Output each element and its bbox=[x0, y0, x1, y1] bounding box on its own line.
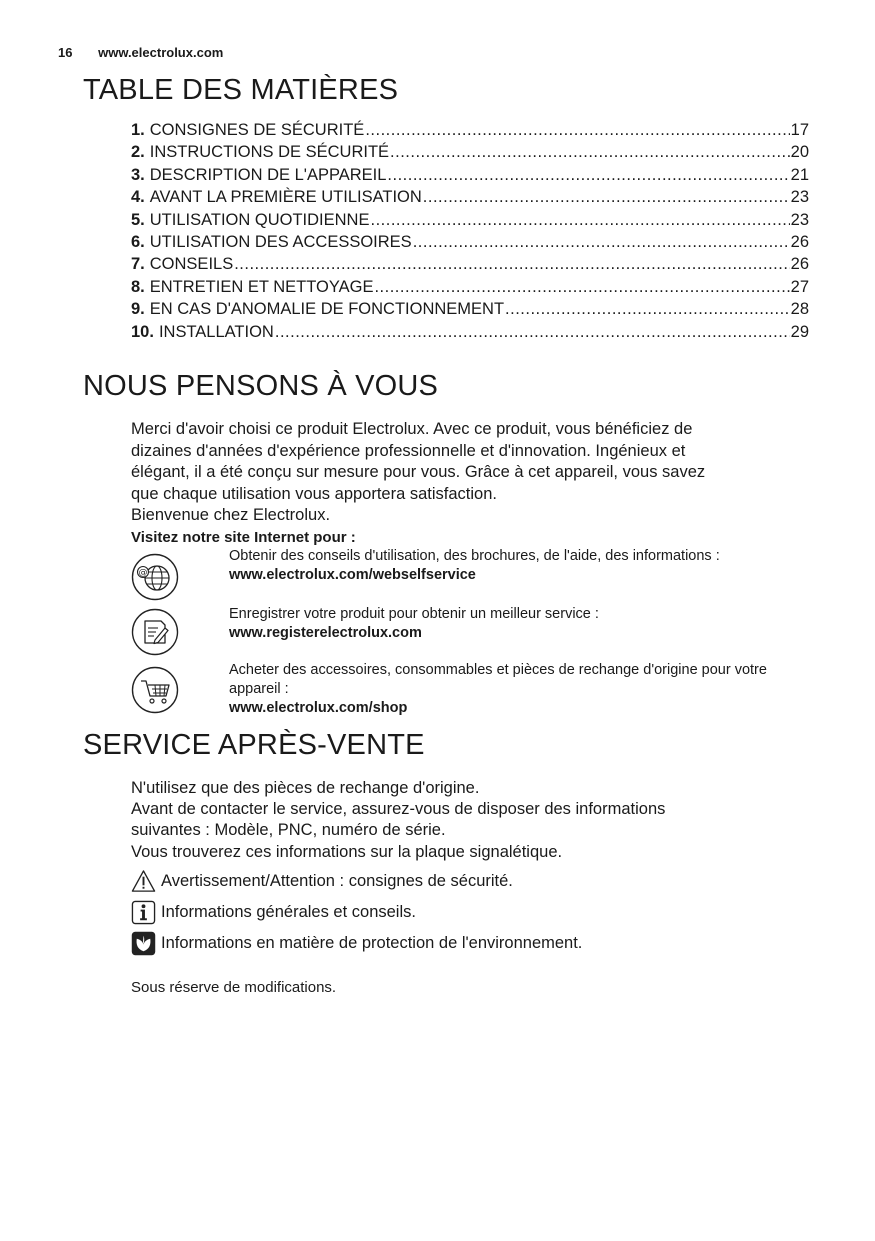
intro-line: dizaines d'années d'expérience professionnelle et d'innovation. Ingénieux et bbox=[131, 441, 686, 460]
info-icon bbox=[131, 900, 156, 925]
link-webselfservice bbox=[131, 547, 821, 603]
intro-line: Bienvenue chez Electrolux. bbox=[131, 506, 331, 525]
legend-info bbox=[131, 897, 582, 928]
warning-icon bbox=[131, 869, 156, 894]
toc-item[interactable]: 4. AVANT LA PREMIÈRE UTILISATION ..... 23 bbox=[131, 188, 809, 210]
toc-item[interactable]: 8. ENTRETIEN ET NETTOYAGE ..... 27 bbox=[131, 278, 809, 300]
symbol-legend bbox=[131, 866, 582, 959]
link-url[interactable]: www.electrolux.com/webselfservice bbox=[229, 567, 476, 583]
globe-at-icon bbox=[131, 553, 179, 601]
toc-item[interactable]: 1. CONSIGNES DE SÉCURITÉ ..... 17 bbox=[131, 121, 809, 143]
link-url[interactable]: www.electrolux.com/shop bbox=[229, 700, 408, 716]
link-description: Acheter des accessoires, consommables et pièces de rechange d'origine pour votre appareil : bbox=[229, 662, 767, 697]
toc-page: 28 bbox=[790, 300, 809, 319]
toc-item[interactable]: 2. INSTRUCTIONS DE SÉCURITÉ ..... 20 bbox=[131, 143, 809, 165]
toc-label: CONSIGNES DE SÉCURITÉ bbox=[149, 121, 365, 139]
intro-line: élégant, il a été conçu sur mesure pour vous. Grâce à cet appareil, vous savez bbox=[131, 463, 706, 482]
intro-line: Merci d'avoir choisi ce produit Electrolux. Avec ce produit, vous bénéficiez de bbox=[131, 420, 693, 438]
intro-text bbox=[131, 419, 811, 549]
link-shop bbox=[131, 661, 821, 725]
svg-text:@: @ bbox=[138, 568, 148, 578]
legend-environment bbox=[131, 928, 582, 959]
toc-page: 23 bbox=[790, 210, 809, 229]
thinking-title: NOUS PENSONS À VOUS bbox=[83, 370, 439, 402]
shopping-cart-icon bbox=[131, 666, 179, 714]
toc-label: CONSEILS bbox=[149, 255, 234, 274]
toc-item[interactable]: 7. CONSEILS ..... 26 bbox=[131, 255, 809, 277]
toc-item[interactable]: 9. EN CAS D'ANOMALIE DE FONCTIONNEMENT ..... 28 bbox=[131, 300, 809, 322]
legend-text: Avertissement/Attention : consignes de sécurité. bbox=[161, 872, 513, 890]
toc-page: 27 bbox=[790, 277, 809, 296]
service-text bbox=[131, 778, 811, 863]
toc-item[interactable]: 5. UTILISATION QUOTIDIENNE ..... 23 bbox=[131, 211, 809, 233]
service-title: SERVICE APRÈS-VENTE bbox=[83, 729, 425, 761]
toc-label: DESCRIPTION DE L'APPAREIL bbox=[149, 165, 387, 184]
toc-page: 26 bbox=[790, 255, 809, 274]
toc-label: INSTRUCTIONS DE SÉCURITÉ bbox=[149, 143, 390, 162]
link-register bbox=[131, 605, 821, 661]
environment-icon bbox=[131, 931, 156, 956]
toc-label: INSTALLATION bbox=[158, 322, 274, 341]
toc-label: EN CAS D'ANOMALIE DE FONCTIONNEMENT bbox=[149, 300, 505, 319]
visit-heading: Visitez notre site Internet pour : bbox=[131, 528, 356, 546]
toc-item[interactable]: 3. DESCRIPTION DE L'APPAREIL ..... 21 bbox=[131, 166, 809, 188]
service-line: N'utilisez que des pièces de rechange d'origine. bbox=[131, 779, 480, 797]
toc-label: ENTRETIEN ET NETTOYAGE bbox=[149, 277, 374, 296]
service-line: Vous trouverez ces informations sur la plaque signalétique. bbox=[131, 842, 563, 861]
table-of-contents bbox=[131, 121, 809, 345]
footnote: Sous réserve de modifications. bbox=[131, 979, 337, 996]
toc-label: AVANT LA PREMIÈRE UTILISATION bbox=[149, 188, 422, 207]
service-line: Avant de contacter le service, assurez-vous de disposer des informations bbox=[131, 800, 666, 819]
link-description: Enregistrer votre produit pour obtenir un meilleur service : bbox=[229, 606, 599, 622]
toc-page: 17 bbox=[790, 121, 809, 139]
toc-label: UTILISATION DES ACCESSOIRES bbox=[149, 232, 412, 251]
toc-item[interactable]: 6. UTILISATION DES ACCESSOIRES ..... 26 bbox=[131, 233, 809, 255]
toc-item[interactable]: 10. INSTALLATION ..... 29 bbox=[131, 323, 809, 345]
service-line: suivantes : Modèle, PNC, numéro de série. bbox=[131, 821, 446, 840]
link-url[interactable]: www.registerelectrolux.com bbox=[229, 625, 422, 641]
toc-page: 20 bbox=[790, 143, 809, 162]
page-number: 16 bbox=[58, 45, 73, 60]
link-description: Obtenir des conseils d'utilisation, des brochures, de l'aide, des informations : bbox=[229, 548, 720, 564]
toc-page: 26 bbox=[790, 232, 809, 251]
intro-line: que chaque utilisation vous apportera satisfaction. bbox=[131, 484, 497, 503]
toc-title: TABLE DES MATIÈRES bbox=[83, 74, 399, 106]
register-form-icon bbox=[131, 608, 179, 656]
toc-page: 23 bbox=[790, 188, 809, 207]
legend-warning bbox=[131, 866, 582, 897]
toc-page: 29 bbox=[790, 322, 809, 341]
toc-page: 21 bbox=[790, 165, 809, 184]
legend-text: Informations en matière de protection de l'environnement. bbox=[161, 934, 583, 952]
header-url[interactable]: www.electrolux.com bbox=[98, 45, 224, 60]
page-header bbox=[58, 45, 223, 60]
toc-label: UTILISATION QUOTIDIENNE bbox=[149, 210, 370, 229]
legend-text: Informations générales et conseils. bbox=[161, 903, 416, 921]
